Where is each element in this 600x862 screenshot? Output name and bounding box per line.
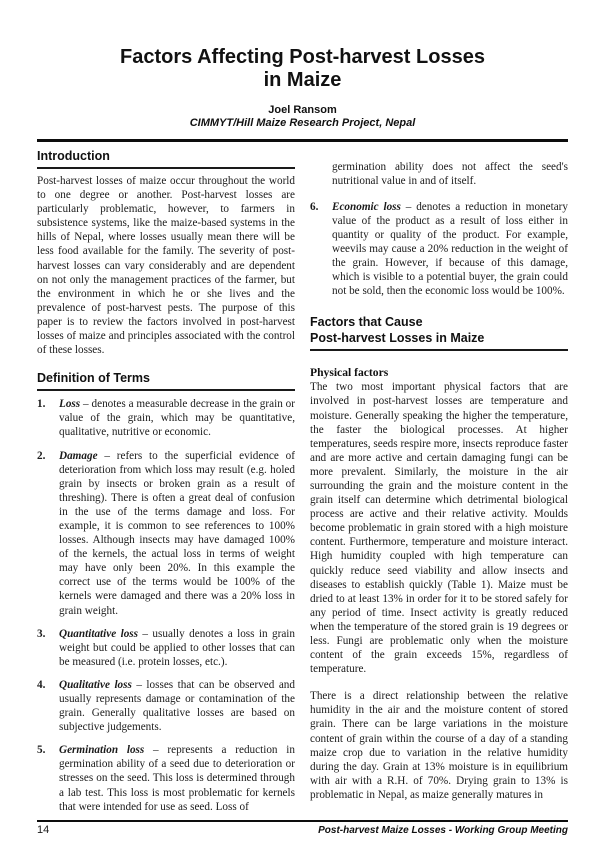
definitions-heading: Definition of Terms	[37, 371, 295, 391]
definition-number: 5.	[37, 744, 46, 757]
definition-term: Economic loss	[332, 200, 401, 213]
definition-term: Germination loss	[59, 744, 145, 757]
definition-description: – refers to the superficial evidence of deterioration from which loss may result (e.g. holed grain by insects or broken grain as a result of threshing). There is often a great deal of confusion in the use of the terms damage and loss. For example, it is common to see references to 100% losses. Although insects may have damaged 100% of the kernels, the actual loss in terms of weight may have only been 20%. In this example the correct use of the terms would be 100% of the kernels were damaged and there was a 20% loss in grain weight.	[59, 449, 295, 617]
definition-number: 6.	[310, 200, 319, 213]
left-column	[37, 149, 295, 823]
definitions-list	[37, 397, 295, 814]
definition-number: 4.	[37, 678, 46, 691]
definition-term: Damage	[59, 449, 98, 462]
two-column-body	[37, 149, 568, 823]
definition-term: Loss	[59, 398, 81, 411]
factors-heading-line2: Post-harvest Losses in Maize	[310, 331, 485, 346]
definition-number: 2.	[37, 449, 46, 462]
definition-text	[59, 678, 295, 734]
definition-description: – represents a reduction in germination ability of a seed due to deterioration or stresses on the seed. This loss is determined through a lab test. This loss is most problematic for kernels that were intended for use as seed. Loss of	[59, 744, 295, 813]
definition-text	[59, 397, 295, 439]
germination-loss-continuation: germination ability does not affect the seed's nutritional value in and of itself.	[332, 161, 568, 188]
factors-heading	[310, 314, 568, 351]
article-title-line2: in Maize	[263, 69, 342, 91]
author-name: Joel Ransom	[268, 104, 337, 116]
definition-description: – denotes a measurable decrease in the grain or value of the grain, which may be quantitative, qualitative, nutritive or economic.	[59, 398, 295, 439]
article-header	[37, 0, 568, 129]
definition-number: 1.	[37, 398, 46, 411]
factors-heading-line1: Factors that Cause	[310, 315, 423, 330]
definition-item-damage	[37, 449, 295, 618]
physical-factors-paragraph-1: The two most important physical factors that are involved in post-harvest losses are temperature and moisture. Generally speaking the higher the temperature, the faster the biological processes. At higher temperatures, seeds respire more, insects reproduce faster and are more active and certain damaging fungi can be more prevalent. Similarly, the moisture in the air surrounding the grain and the moisture content in the grain itself can determine which detrimental biological process are active and their relative activity. Moulds become problematic in grain stored with a high moisture content. Furthermore, temperature and moisture interact. High humidity coupled with high temperature can quickly reduce seed viability and allow insects and diseases to establish quickly (Table 1). Maize must be dried to at least 13% in order for it to be stored safely for any period of time. Insect activity is greatly reduced when the temperature of the stored grain is 19 degrees or less. Fungi are problematic only when the moisture content of the grain exceeds 15%, regardless of temperature.	[310, 381, 568, 676]
definition-text	[59, 449, 295, 618]
running-title: Post-harvest Maize Losses - Working Group Meeting	[318, 825, 568, 836]
definition-description: – usually denotes a loss in grain weight but could be applied to other losses that can be measured (i.e. protein losses, etc.).	[59, 627, 295, 668]
definition-text	[59, 627, 295, 669]
introduction-paragraph: Post-harvest losses of maize occur throughout the world to one degree or another. Post-harvest losses are particularly problematic, however, to farmers in subsistence systems, like the maize-based systems in the hills of Nepal, where losses usually mean there will be less food available for the family. The severity of post-harvest losses can vary considerably and are dependent on not only the management practices of the farmer, but the environment in which he or she lives and the prevalence of post-harvest pests. The purpose of this paper is to review the factors involved in post-harvest losses of maize and principles associated with the control of these losses.	[37, 175, 295, 357]
author-affiliation: CIMMYT/Hill Maize Research Project, Nepal	[189, 117, 416, 129]
physical-factors-heading: Physical factors	[310, 366, 389, 380]
definition-item-economic-loss	[310, 200, 568, 299]
definition-description: – denotes a reduction in monetary value of the product as a result of loss either in quantity or quality of the product. For example, weevils may cause a 20% reduction in the weight of the grain. However, if because of this damage, which is visible to a potential buyer, the grain could not be sold, then the economic loss would be 100%.	[332, 200, 568, 298]
physical-factors-paragraph-2: There is a direct relationship between the relative humidity in the air and the moisture content of stored grain. There can be large variations in the moisture content of grain within the course of a day of a standing maize crop due to variation in the relative humidity during the day. Grain at 13% moisture is in equilibrium with air with a R.H. of 70%. Drying grain to 13% is problematic in Nepal, as maize generally matures in	[310, 690, 568, 801]
definition-description: – losses that can be observed and usually represents damage or contamination of the grain. Generally qualitative losses are based on subjective judgements.	[59, 678, 295, 734]
definition-text	[332, 200, 568, 299]
definition-item-quantitative-loss	[37, 627, 295, 669]
introduction-heading: Introduction	[37, 149, 295, 169]
article-title-line1: Factors Affecting Post-harvest Losses	[120, 46, 485, 68]
definition-text	[59, 743, 295, 813]
definition-item-germination-loss	[37, 743, 295, 813]
right-column	[310, 149, 568, 823]
definition-term: Quantitative loss	[59, 627, 138, 640]
definition-item-qualitative-loss	[37, 678, 295, 734]
definition-term: Qualitative loss	[59, 678, 132, 691]
definition-item-loss	[37, 397, 295, 439]
definition-number: 3.	[37, 627, 46, 640]
header-divider-rule	[37, 139, 568, 142]
article-title	[37, 46, 568, 92]
page-footer	[37, 820, 568, 836]
page-number: 14	[37, 824, 50, 836]
